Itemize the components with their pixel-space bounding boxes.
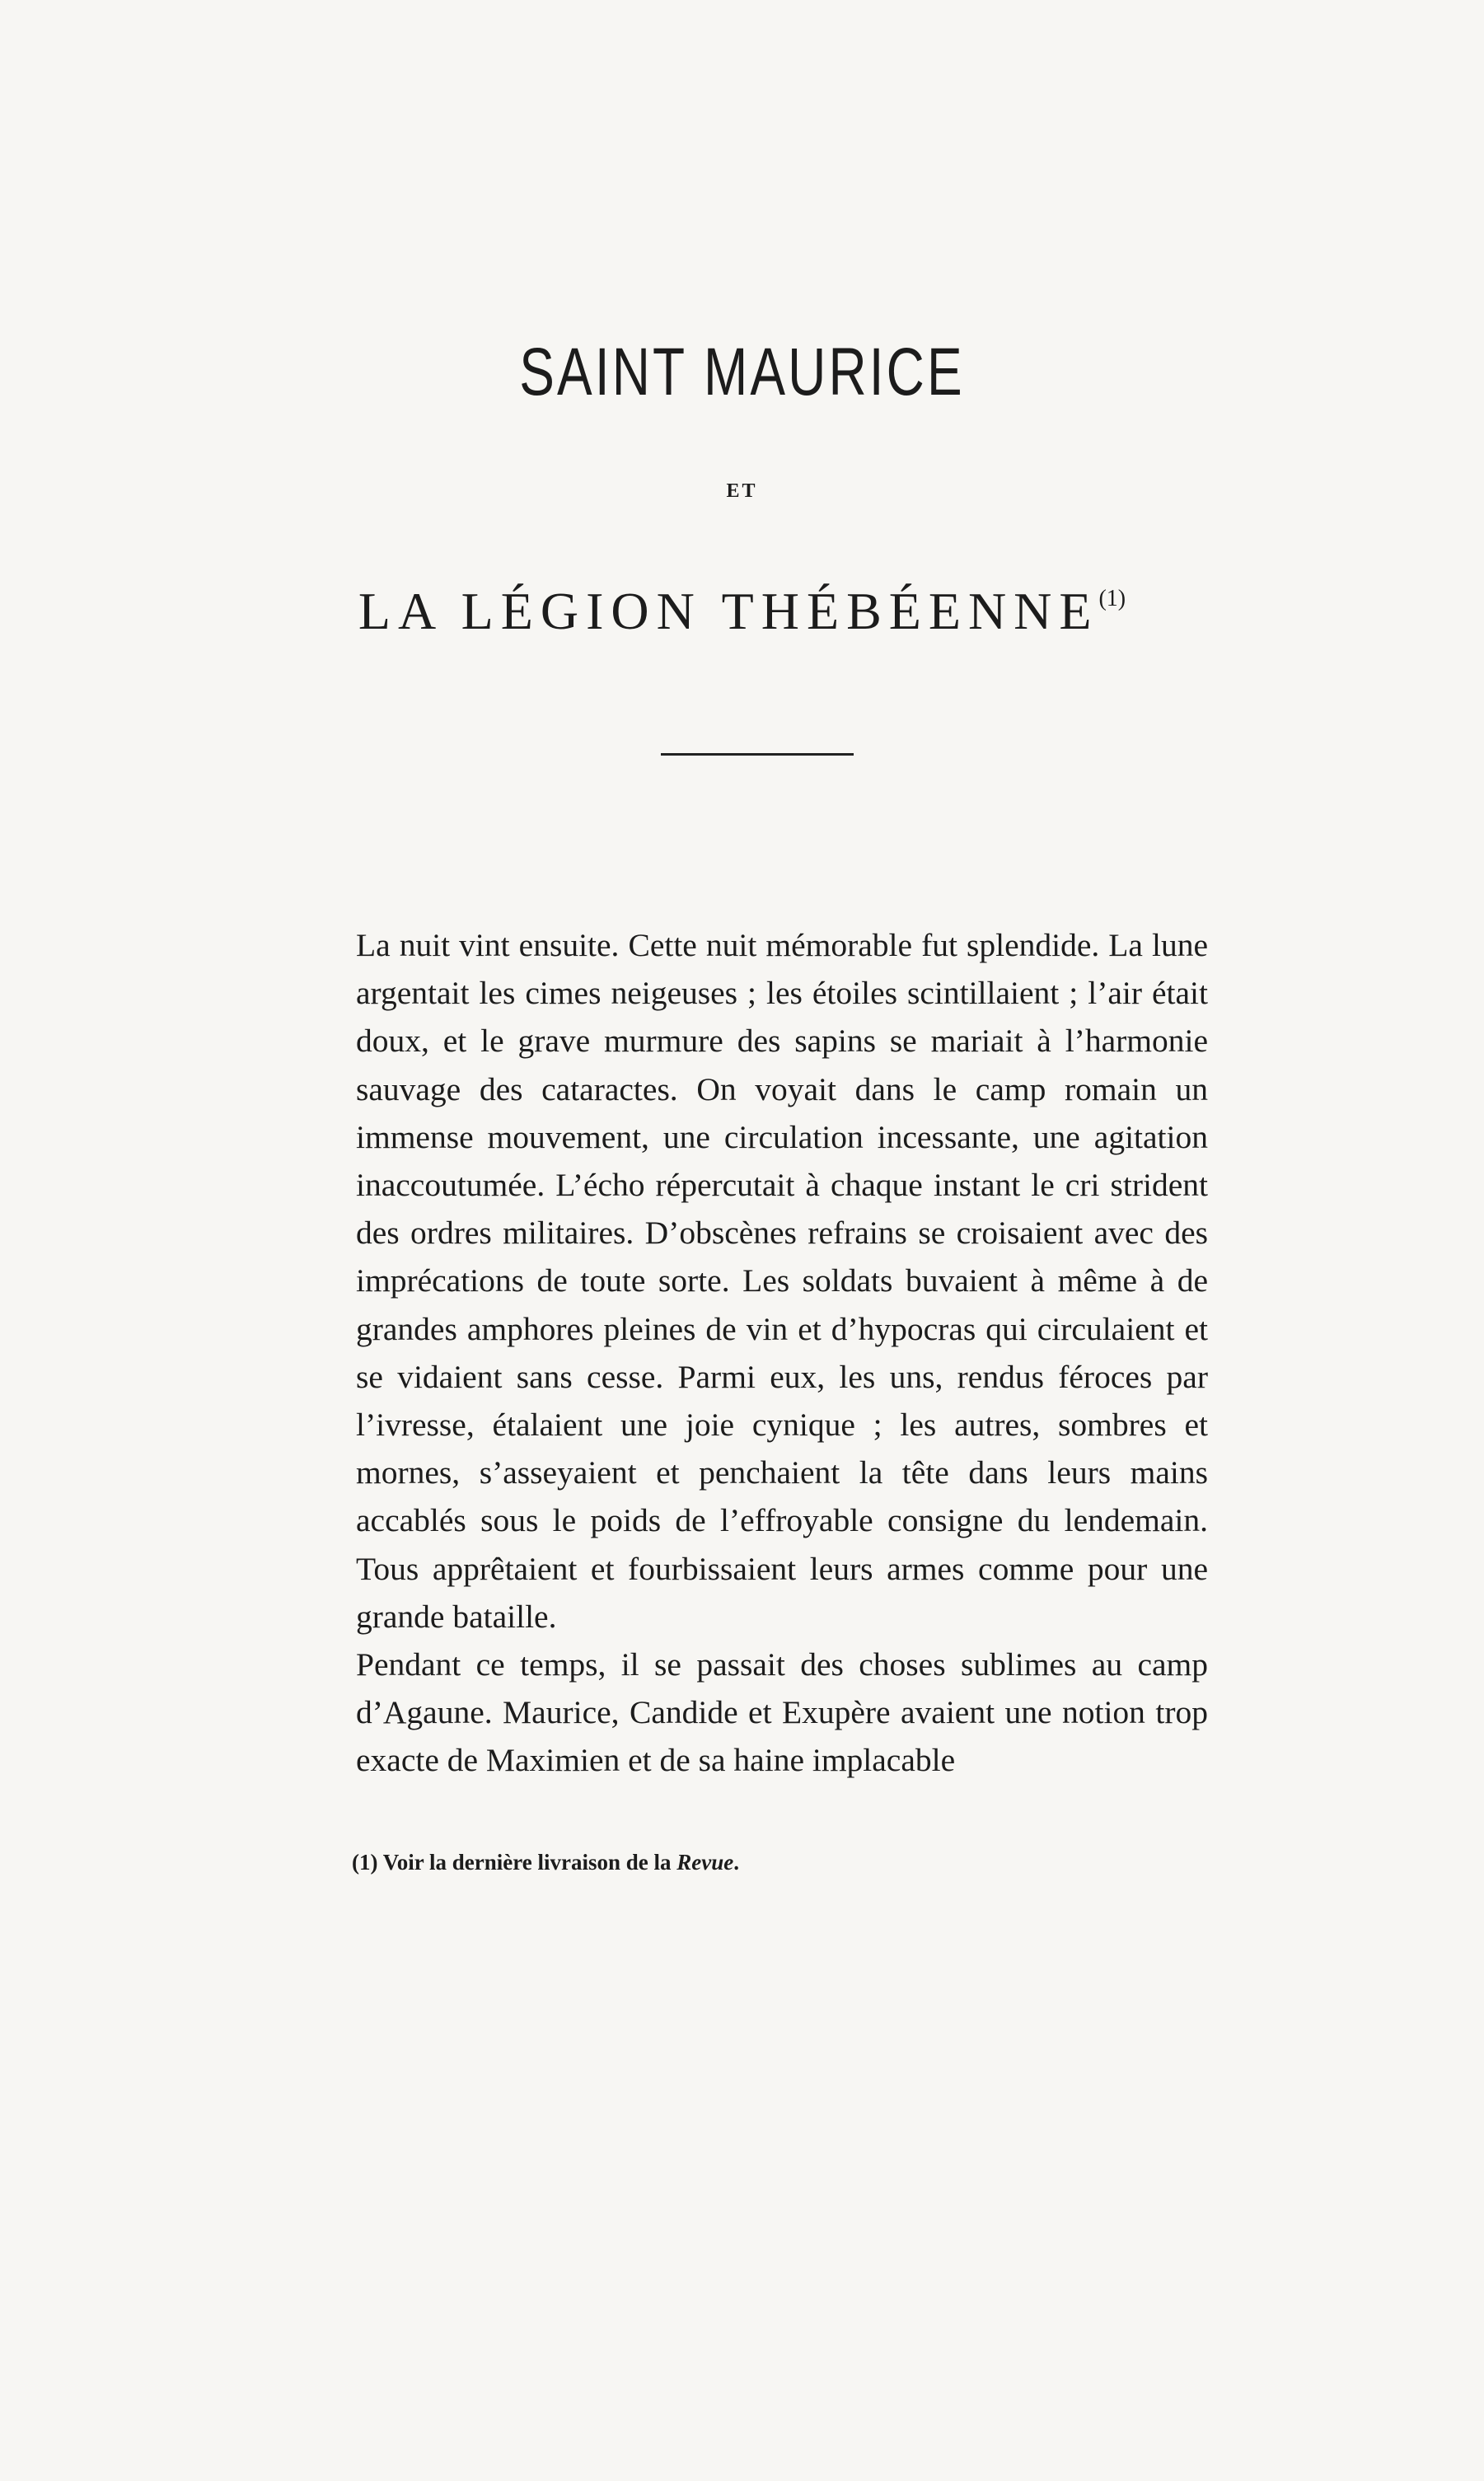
footnote-journal: Revue <box>676 1850 734 1875</box>
body-text <box>356 921 1208 1785</box>
page-title: SAINT MAURICE <box>519 335 965 410</box>
subtitle-text: LA LÉGION THÉBÉENNE <box>358 582 1099 640</box>
paragraph-2: Pendant ce temps, il se passait des choses sublimes au camp d’Agaune. Maurice, Candide et Exupère avaient une notion trop exacte de Maximien et de sa haine implacable <box>356 1646 1208 1779</box>
footnote-text: (1) Voir la dernière livraison de la <box>352 1850 677 1875</box>
footnote-end: . <box>733 1850 739 1875</box>
footnote <box>352 1850 1209 1875</box>
title-conjunction: ET <box>726 480 758 502</box>
page-subtitle <box>0 581 1484 642</box>
title-divider <box>661 753 854 756</box>
paragraph-1: La nuit vint ensuite. Cette nuit mémorable fut splendide. La lune argentait les cimes neigeuses ; les étoiles scintillaient ; l’air était doux, et le grave murmure des sapins se mariait à l’harmonie sauvage des cataractes. On voyait dans le camp romain un immense mouvement, une circulation incessante, une agitation inaccoutumée. L’écho répercutait à chaque instant le cri strident des ordres militaires. D’obscènes refrains se croisaient avec des imprécations de toute sorte. Les soldats buvaient à même à de grandes amphores pleines de vin et d’hypocras qui circulaient et se vidaient sans cesse. Parmi eux, les uns, rendus féroces par l’ivresse, étalaient une joie cynique ; les autres, sombres et mornes, s’asseyaient et penchaient la tête dans leurs mains accablés sous le poids de l’effroyable consigne du lendemain. Tous apprêtaient et fourbissaient leurs armes comme pour une grande bataille. <box>356 927 1208 1635</box>
footnote-reference: (1) <box>1098 586 1126 611</box>
